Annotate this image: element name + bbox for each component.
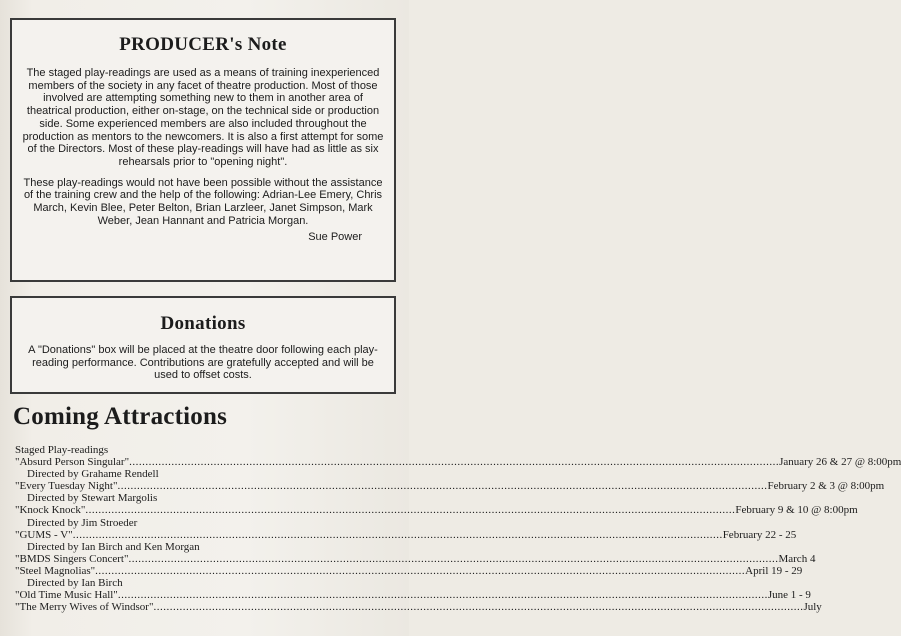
dot-leader: ........................................................................................................................................................................................................ bbox=[117, 480, 768, 493]
attraction-row bbox=[15, 528, 797, 541]
attraction-date: January 26 & 27 @ 8:00pm bbox=[779, 456, 901, 469]
attraction-row bbox=[15, 552, 816, 565]
dot-leader: ........................................................................................................................................................................................................ bbox=[95, 564, 746, 577]
attraction-title: "Steel Magnolias" bbox=[15, 564, 96, 577]
dot-leader: ........................................................................................................................................................................................................ bbox=[72, 528, 723, 541]
dot-leader: ........................................................................................................................................................................................................ bbox=[153, 601, 804, 614]
donations-text: A "Donations" box will be placed at the theatre door following each play-reading performance. Contributions are gratefully accepted and will be used to offset costs. bbox=[28, 344, 378, 382]
attraction-director: Directed by Grahame Rendell bbox=[27, 468, 159, 481]
attraction-date: February 9 & 10 @ 8:00pm bbox=[735, 504, 858, 517]
attraction-row bbox=[15, 564, 803, 577]
coming-attractions-heading: Coming Attractions bbox=[13, 403, 228, 430]
producer-note-paragraph-2: These play-readings would not have been possible without the assistance of the training crew and the help of the following: Adrian-Lee Emery, Chris March, Kevin Blee, Peter Belton, Brian Larzleer, Janet Simpson, Mark Weber, Jean Hannant and Patricia Morgan. bbox=[23, 176, 383, 227]
attractions-list bbox=[15, 444, 901, 614]
dot-leader: ........................................................................................................................................................................................................ bbox=[129, 456, 780, 469]
attraction-title: "The Merry Wives of Windsor" bbox=[15, 601, 154, 614]
attraction-director: Directed by Jim Stroeder bbox=[27, 516, 138, 529]
attraction-date: February 22 - 25 bbox=[722, 528, 797, 541]
dot-leader: ........................................................................................................................................................................................................ bbox=[85, 504, 736, 517]
attraction-row bbox=[15, 456, 901, 469]
attraction-date: February 2 & 3 @ 8:00pm bbox=[767, 480, 885, 493]
attraction-date: June 1 - 9 bbox=[767, 589, 811, 602]
attraction-row bbox=[15, 601, 822, 614]
attraction-date: July bbox=[803, 601, 822, 614]
producer-note-box bbox=[10, 18, 396, 282]
attraction-row bbox=[15, 589, 811, 602]
producer-signature: Sue Power bbox=[308, 231, 362, 244]
attraction-director: Directed by Ian Birch and Ken Morgan bbox=[27, 540, 200, 553]
dot-leader: ........................................................................................................................................................................................................ bbox=[128, 552, 779, 565]
attraction-title: "GUMS - V" bbox=[15, 528, 73, 541]
attraction-director: Directed by Stewart Margolis bbox=[27, 492, 158, 505]
attraction-director: Directed by Ian Birch bbox=[27, 577, 123, 590]
attraction-row bbox=[15, 504, 858, 517]
attraction-date: March 4 bbox=[778, 552, 816, 565]
producer-note-title: PRODUCER's Note bbox=[119, 34, 287, 55]
producer-note-paragraph-1: The staged play-readings are used as a means of training inexperienced members of the society in any facet of theatre production. Most of those involved are attempting something new to them in another area of theatrical production, either on-stage, on the technical side or production side. Some experienced members are also included throughout the production as mentors to the newcomers. It is also a first attempt for some of the Directors. Most of these play-readings will have had as little as six rehearsals prior to "opening night". bbox=[22, 67, 384, 168]
attraction-title: "Absurd Person Singular" bbox=[15, 456, 130, 469]
donations-box bbox=[10, 296, 396, 394]
attraction-title: "BMDS Singers Concert" bbox=[15, 552, 129, 565]
attraction-date: April 19 - 29 bbox=[745, 564, 803, 577]
attraction-title: "Every Tuesday Night" bbox=[15, 480, 118, 493]
dot-leader: ........................................................................................................................................................................................................ bbox=[117, 589, 768, 602]
attraction-row bbox=[15, 480, 885, 493]
attraction-title: "Old Time Music Hall" bbox=[15, 589, 118, 602]
attractions-subheading: Staged Play-readings bbox=[15, 444, 109, 456]
donations-title: Donations bbox=[160, 313, 246, 334]
attraction-title: "Knock Knock" bbox=[15, 504, 86, 517]
